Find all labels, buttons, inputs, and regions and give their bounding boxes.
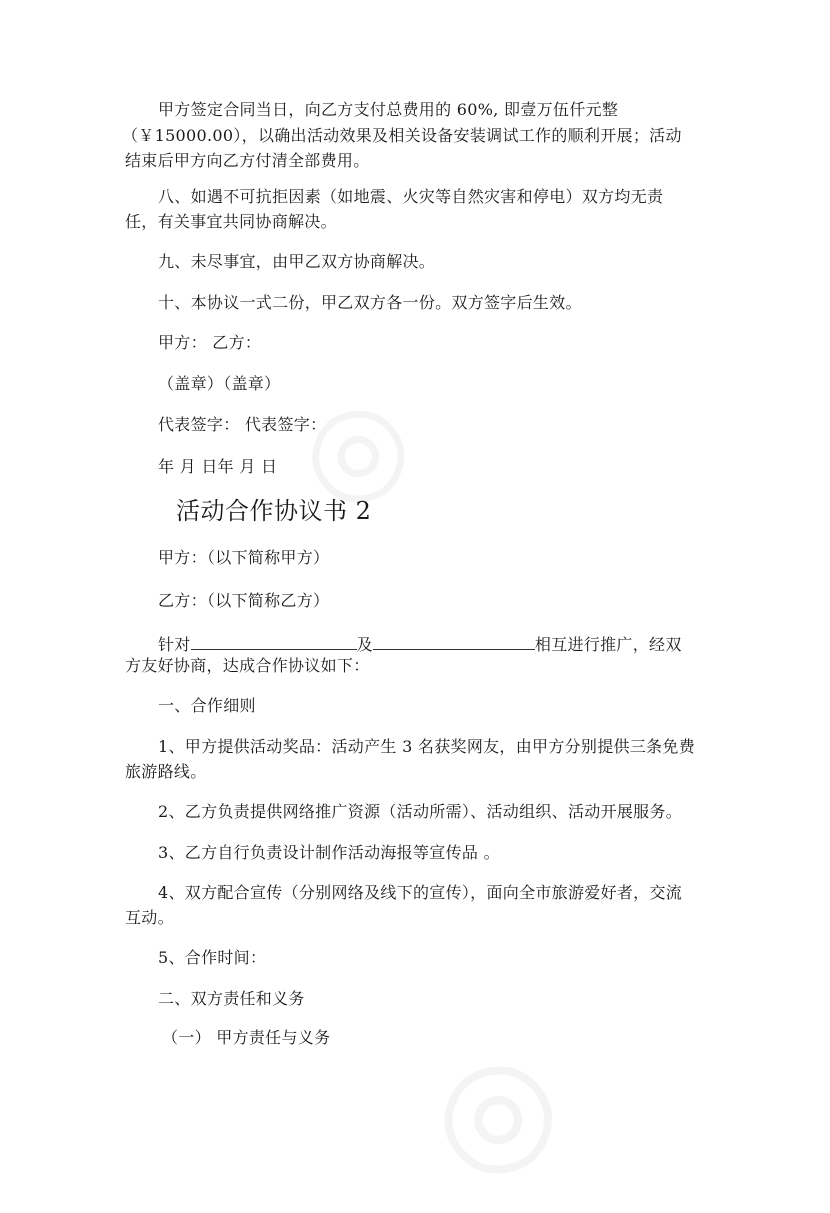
clause-8-line-2: 任，有关事宜共同协商解决。 bbox=[125, 212, 337, 231]
subsection-1-heading: （一） 甲方责任与义务 bbox=[162, 1028, 331, 1047]
item-3: 3、乙方自行负责设计制作活动海报等宣传品 。 bbox=[158, 843, 500, 862]
watermark-mark-lower bbox=[392, 1010, 590, 1213]
intro-prefix: 针对 bbox=[158, 635, 191, 654]
section-1-heading: 一、合作细则 bbox=[158, 696, 256, 715]
party-a: 甲方：（以下简称甲方） bbox=[158, 548, 330, 567]
clause-10: 十、本协议一式二份，甲乙双方各一份。双方签字后生效。 bbox=[158, 293, 582, 312]
section-2-heading: 二、双方责任和义务 bbox=[158, 989, 305, 1008]
clause-8-line-1: 八、如遇不可抗拒因素（如地震、火灾等自然灾害和停电）双方均无责 bbox=[158, 187, 664, 206]
payment-clause-line-1: 甲方签定合同当日，向乙方支付总费用的 60%, 即壹万伍仟元整 bbox=[158, 100, 619, 119]
signatures-line: 代表签字： 代表签字： bbox=[158, 415, 327, 434]
payment-clause-line-2: （￥15000.00），以确出活动效果及相关设备安装调试工作的顺利开展；活动 bbox=[122, 126, 682, 145]
clause-9: 九、未尽事宜，由甲乙双方协商解决。 bbox=[158, 252, 436, 271]
item-1-line-2: 旅游路线。 bbox=[125, 762, 207, 781]
item-1-line-1: 1、甲方提供活动奖品：活动产生 3 名获奖网友，由甲方分别提供三条免费 bbox=[158, 737, 696, 756]
intro-line-1 bbox=[158, 632, 682, 655]
dates-line: 年 月 日年 月 日 bbox=[158, 457, 278, 476]
seals-line: （盖章）（盖章） bbox=[158, 374, 281, 393]
document-title: 活动合作协议书 2 bbox=[176, 497, 372, 525]
payment-clause-line-3: 结束后甲方向乙方付清全部费用。 bbox=[125, 151, 370, 170]
blank-field-1[interactable] bbox=[191, 632, 357, 650]
item-2: 2、乙方负责提供网络推广资源（活动所需）、活动组织、活动开展服务。 bbox=[158, 802, 683, 821]
blank-field-2[interactable] bbox=[373, 632, 535, 650]
intro-mid: 及 bbox=[356, 635, 373, 654]
item-4-line-2: 互动。 bbox=[125, 908, 174, 927]
party-b: 乙方：（以下简称乙方） bbox=[158, 591, 330, 610]
intro-suffix: 相互进行推广，经双 bbox=[534, 635, 682, 654]
item-5: 5、合作时间： bbox=[158, 948, 267, 967]
item-4-line-1: 4、双方配合宣传（分别网络及线下的宣传），面向全市旅游爱好者，交流 bbox=[158, 883, 683, 902]
parties-line: 甲方： 乙方： bbox=[158, 333, 262, 352]
intro-line-2: 方友好协商，达成合作协议如下： bbox=[125, 656, 370, 675]
